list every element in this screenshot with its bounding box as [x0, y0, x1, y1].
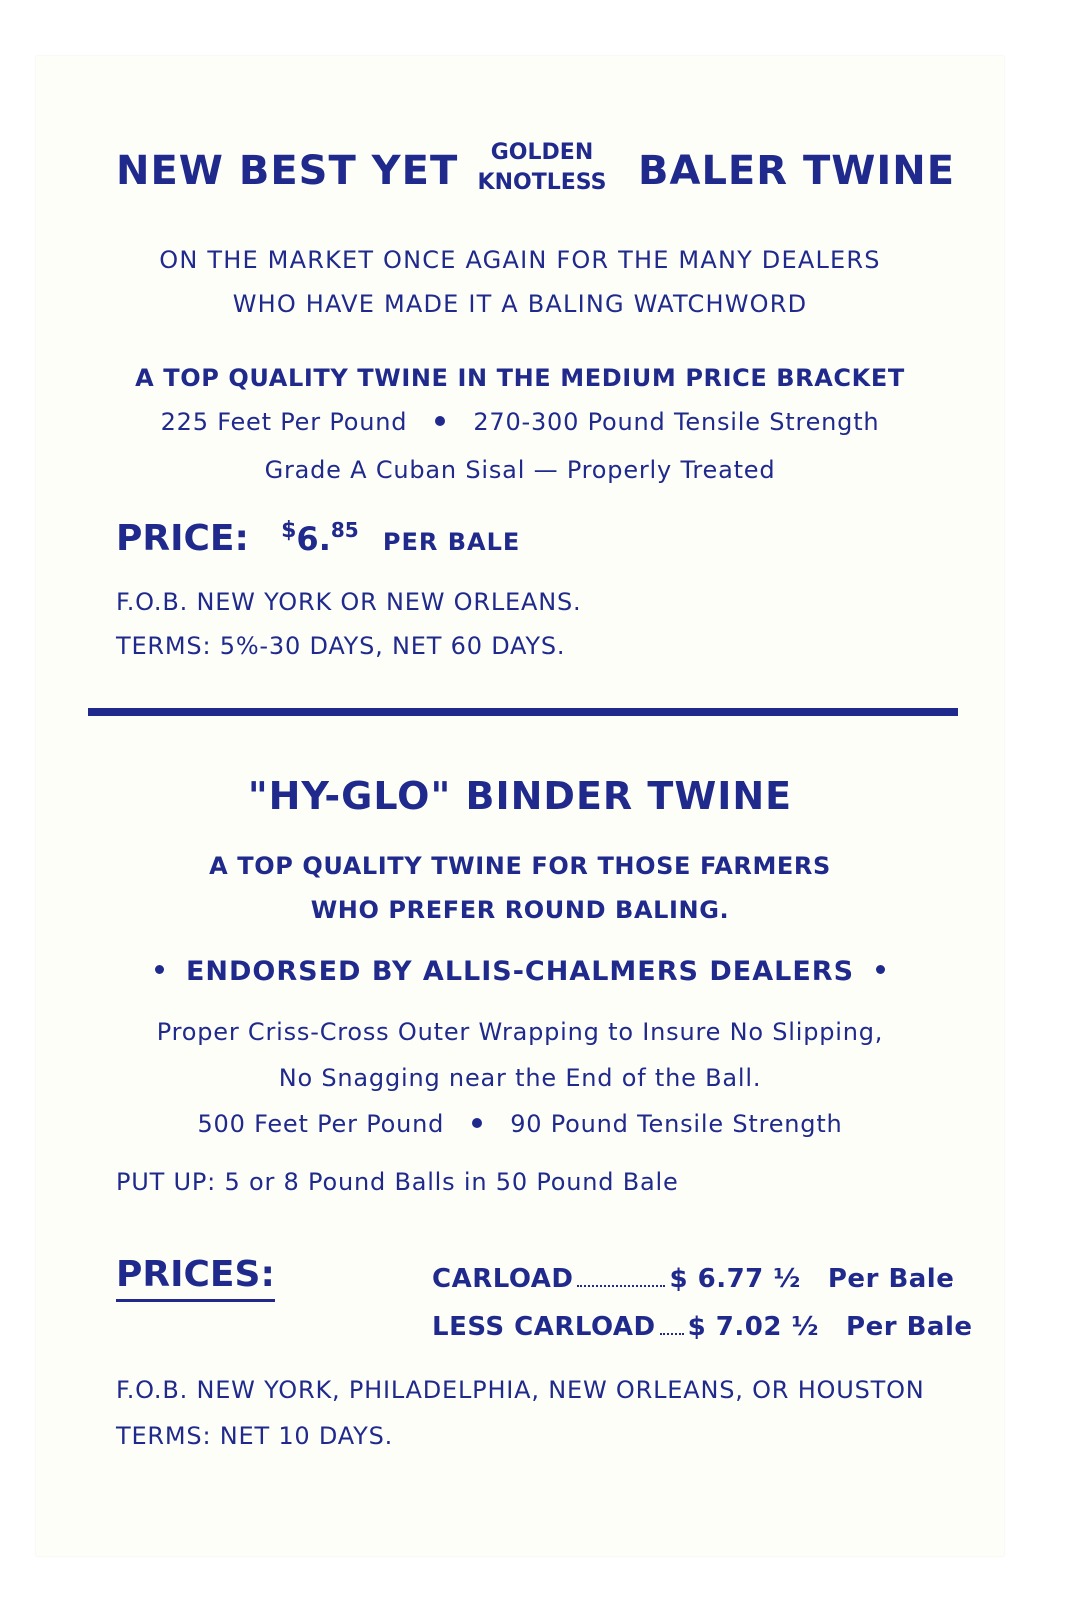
baler-title-small: [472, 138, 612, 198]
baler-price-unit: PER BALE: [382, 528, 521, 556]
binder-spec-right: 90 Pound Tensile Strength: [510, 1110, 843, 1138]
carload-row: [432, 1264, 954, 1294]
carload-price: $ 6.77 ½: [669, 1264, 801, 1294]
flyer-card: [36, 56, 1004, 1556]
carload-label: CARLOAD: [432, 1264, 574, 1294]
baler-price-whole: 6.: [296, 520, 331, 558]
binder-endorsed-line: [36, 956, 1004, 987]
baler-spec-line: [36, 408, 1004, 436]
baler-title-small-2: KNOTLESS: [477, 170, 607, 195]
baler-spec-right: 270-300 Pound Tensile Strength: [473, 408, 880, 436]
less-carload-label: LESS CARLOAD: [432, 1312, 656, 1342]
bullet-icon: [155, 965, 164, 974]
binder-fob: F.O.B. NEW YORK, PHILADELPHIA, NEW ORLEANS, OR HOUSTON: [116, 1376, 925, 1404]
baler-title-right: BALER TWINE: [638, 148, 956, 194]
binder-title: "HY-GLO" BINDER TWINE: [247, 774, 793, 818]
carload-leader: [577, 1285, 665, 1287]
baler-fob: F.O.B. NEW YORK OR NEW ORLEANS.: [116, 588, 582, 616]
baler-grade: Grade A Cuban Sisal — Properly Treated: [264, 456, 776, 484]
binder-endorsed: ENDORSED BY ALLIS-CHALMERS DEALERS: [185, 956, 855, 987]
bullet-icon: [876, 965, 885, 974]
bullet-icon: [472, 1118, 482, 1128]
binder-spec-left: 500 Feet Per Pound: [197, 1110, 445, 1138]
baler-price-row: [116, 518, 520, 559]
binder-putup: PUT UP: 5 or 8 Pound Balls in 50 Pound Bale: [116, 1168, 679, 1196]
baler-quality: A TOP QUALITY TWINE IN THE MEDIUM PRICE BRACKET: [135, 364, 905, 392]
binder-prices-label-wrap: [116, 1254, 275, 1295]
baler-price-dollar: $: [281, 518, 297, 543]
baler-sub-2: WHO HAVE MADE IT A BALING WATCHWORD: [232, 290, 808, 318]
binder-wrap-1: Proper Criss-Cross Outer Wrapping to Insure No Slipping,: [156, 1018, 884, 1046]
less-carload-leader: [660, 1333, 684, 1335]
baler-price-cents: 85: [330, 518, 359, 542]
baler-spec-left: 225 Feet Per Pound: [160, 408, 408, 436]
binder-spec-line: [36, 1110, 1004, 1138]
less-carload-unit: Per Bale: [846, 1312, 973, 1342]
binder-wrap-2: No Snagging near the End of the Ball.: [278, 1064, 762, 1092]
bullet-icon: [435, 416, 445, 426]
baler-price-label: PRICE:: [116, 518, 249, 559]
binder-terms: TERMS: NET 10 DAYS.: [116, 1422, 394, 1450]
baler-terms: TERMS: 5%-30 DAYS, NET 60 DAYS.: [116, 632, 566, 660]
binder-prices-label: PRICES:: [116, 1254, 275, 1302]
baler-title-left: NEW BEST YET: [116, 148, 459, 194]
binder-sub-1: A TOP QUALITY TWINE FOR THOSE FARMERS: [209, 852, 831, 880]
binder-sub-2: WHO PREFER ROUND BALING.: [310, 896, 730, 924]
less-carload-price: $ 7.02 ½: [687, 1312, 819, 1342]
baler-sub-1: ON THE MARKET ONCE AGAIN FOR THE MANY DEALERS: [159, 246, 881, 274]
baler-title-small-1: GOLDEN: [490, 140, 594, 165]
carload-unit: Per Bale: [827, 1264, 955, 1294]
section-divider: [88, 708, 958, 716]
less-carload-row: [432, 1312, 973, 1342]
